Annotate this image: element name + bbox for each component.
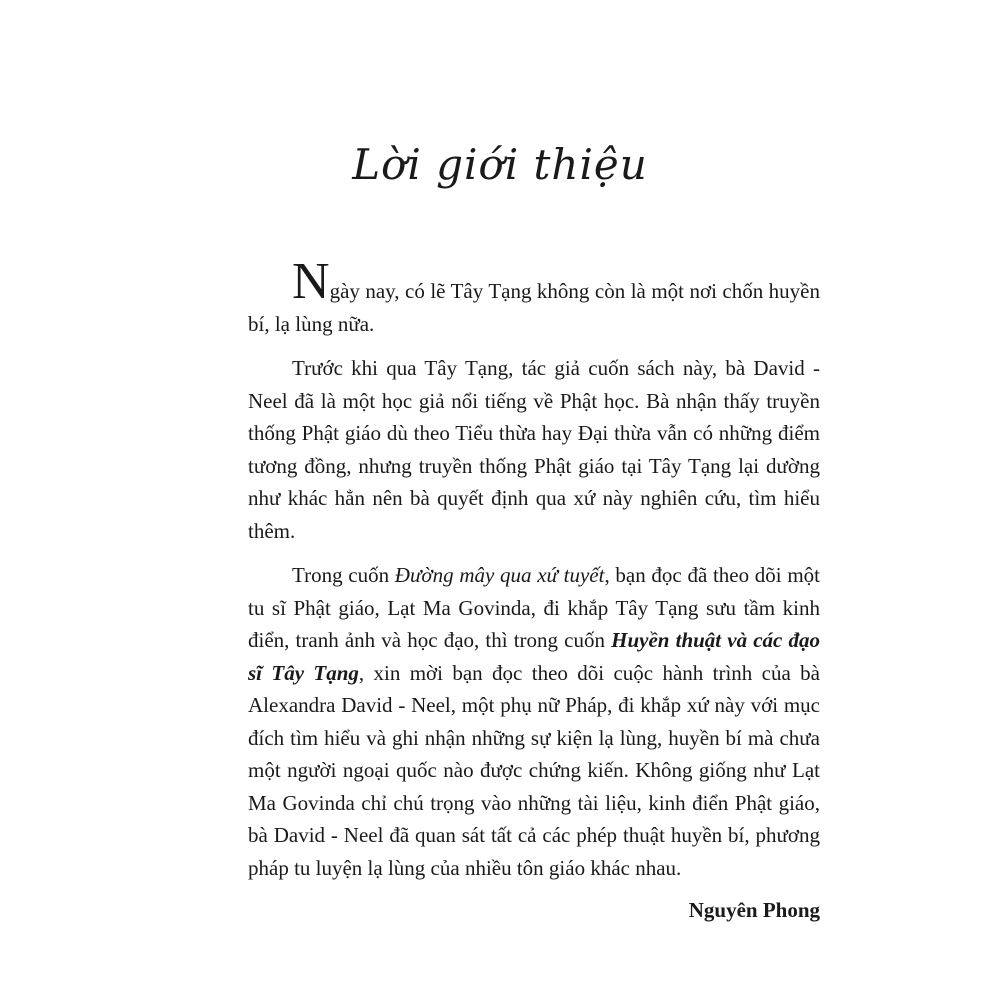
page-title: Lời giới thiệu [352,140,648,189]
paragraph-3-text-b: , bạn đọc đã theo dõi một tu sĩ Phật giáo, Lạt Ma Govinda, đi khắp Tây Tạng sưu tầm kinh điển, tranh ảnh và học đạo, thì trong cuốn [248,563,820,652]
book-title-huyen-thuat: Huyền thuật và các đạo sĩ Tây Tạng [248,628,821,685]
paragraph-1 [248,253,820,340]
paragraph-3-text-a: Trong cuốn [292,563,395,587]
paragraph-3 [248,559,820,884]
author-signature: Nguyên Phong [688,898,820,922]
drop-cap: N [292,253,330,310]
paragraph-2: Trước khi qua Tây Tạng, tác giả cuốn sách này, bà David - Neel đã là một học giả nổi tiếng về Phật học. Bà nhận thấy truyền thống Phật giáo dù theo Tiểu thừa hay Đại thừa vẫn có những điểm tương đồng, nhưng truyền thống Phật giáo tại Tây Tạng lại dường như khác hẳn nên bà quyết định qua xứ này nghiên cứu, tìm hiểu thêm. [248,356,820,543]
book-title-duong-may: Đường mây qua xứ tuyết [394,563,605,587]
body-text [248,253,821,896]
paragraph-3-text-c: , xin mời bạn đọc theo dõi cuộc hành trình của bà Alexandra David - Neel, một phụ nữ Pháp, đi khắp xứ này với mục đích tìm hiểu và ghi nhận những sự kiện lạ lùng, huyền bí mà chưa một người ngoại quốc nào được chứng kiến. Không giống như Lạt Ma Govinda chỉ chú trọng vào những tài liệu, kinh điển Phật giáo, bà David - Neel đã quan sát tất cả các phép thuật huyền bí, phương pháp tu luyện lạ lùng của nhiều tôn giáo khác nhau. [248,660,821,880]
paragraph-1-text: gày nay, có lẽ Tây Tạng không còn là một nơi chốn huyền bí, lạ lùng nữa. [248,279,820,336]
